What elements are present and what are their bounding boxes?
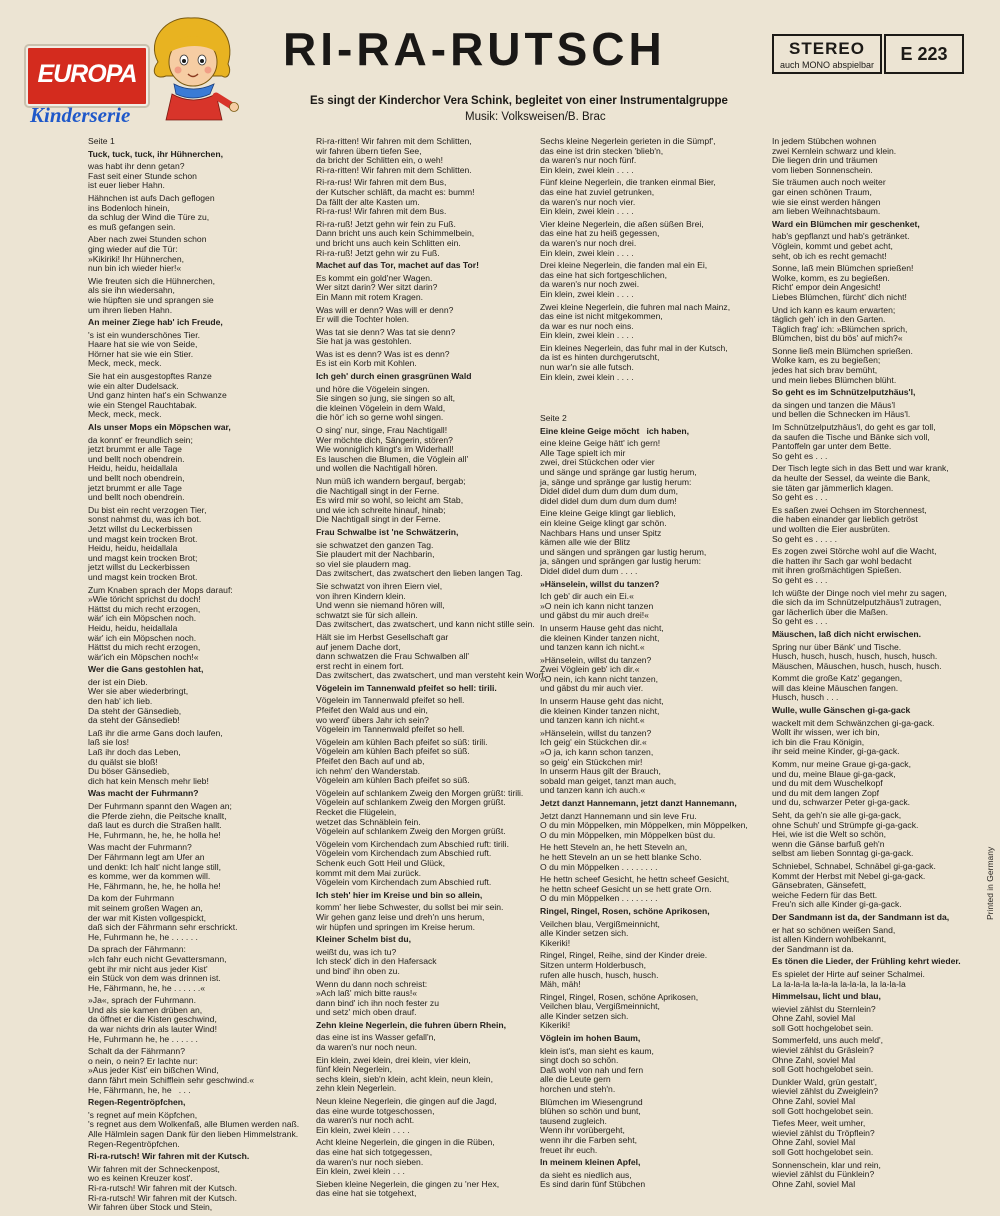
lyric-stanza: Du bist ein recht verzogen Tier, sonst nahmst du, was ich bot. Jetzt willst du Leckerbissen und magst kein trocken Brot. Heidu, heidu, heidallala und magst kein trocken Brot; jetzt willst du Leckerbissen und magst kein trocken Brot.	[88, 504, 207, 582]
song-first-line: So geht es im Schnützelputzhäus'l,	[772, 387, 916, 398]
lyric-stanza: In jedem Stübchen wohnen zwei Kernlein schwarz und klein. Die liegen drin und träumen vom lieben Sonnenschein.	[772, 136, 897, 175]
lyric-stanza: und höre die Vögelein singen. Sie singen so jung, sie singen so alt, die kleinen Vögelein in dem Wald, die hör' ich so gerne wohl singen.	[316, 383, 456, 423]
lyric-stanza: Vier kleine Negerlein, die aßen süßen Brei, das eine hat zu heiß gegessen, da waren's nur noch drei. Ein klein, zwei klein . . . .	[540, 218, 704, 258]
lyric-stanza: Sieben kleine Negerlein, die gingen zu 'ner Hex, das eine hat sie totgehext,	[316, 1178, 500, 1199]
lyric-stanza: da konnt' er freundlich sein; jetzt brummt er alle Tage und bellt noch obendrein. Heidu, heidu, heidallala und bellt noch obendrein, jetzt brummt er alle Tage und bellt noch obendrein.	[88, 434, 193, 503]
lyric-stanza: Sechs kleine Negerlein gerieten in die Sümpf', das eine ist drin stecken 'blieb'n, da waren's nur noch fünf. Ein klein, zwei klein . . . .	[540, 136, 716, 175]
lyric-stanza: weißt du, was ich tu? Ich steck' dich in den Hafersack und bind' ihn oben zu.	[316, 946, 437, 976]
lyric-stanza: Der Fuhrmann spannt den Wagen an; die Pferde ziehn, die Peitsche knallt, daß laut es durch die Straßen hallt. He, Fuhrmann, he, he, he holla he!	[88, 801, 232, 840]
song-first-line: Ward ein Blümchen mir geschenket,	[772, 218, 920, 229]
lyric-stanza: Drei kleine Negerlein, die fanden mal ein Ei, das eine hat sich fortgeschlichen, da waren's nur noch zwei. Ein klein, zwei klein . . . .	[540, 260, 708, 299]
lyric-stanza: Vögelein vom Kirchendach zum Abschied ruft: tirili. Vögelein vom Kirchendach zum Abschied ruft. Schenk euch Gott Heil und Glück, kommt mit dem Mai zurück. Vögelein vom Kirchendach zum Abschied ruft.	[316, 838, 509, 888]
lyric-stanza: der ist ein Dieb. Wer sie aber wiederbringt, den hab' ich lieb. Da steht der Gänsedieb, da steht der Gänsedieb!	[88, 676, 189, 726]
lyric-stanza: Es spielet der Hirte auf seiner Schalmei. La la-la-la la-la-la la-la-la, la la-la-la	[772, 968, 925, 989]
lyric-stanza: Es zogen zwei Störche wohl auf die Wacht, die hatten ihr Sach gar wohl bedacht mit ihren großmächtigen Spießen. So geht es . . .	[772, 546, 937, 585]
performer-credit: Es singt der Kinderchor Vera Schink, begleitet von einer Instrumentalgruppe	[310, 95, 728, 107]
lyric-stanza: Zum Knaben sprach der Mops darauf: »Wie töricht sprichst du doch! Hättst du mich recht erzogen, wär' ich ein Möpschen noch. Heidu, heidu, heidallala wär' ich ein Möpschen noch. Hättst du mich recht erzogen, wär'ich ein Möpschen noch!«	[88, 584, 233, 662]
lyric-stanza: Im Schnützelputzhäus'l, do geht es gar toll, da saufen die Tische und Bänke sich voll, Pantoffeln gar unter dem Bette. So geht es . . .	[772, 422, 936, 461]
lyric-stanza: Zwei kleine Negerlein, die fuhren mal nach Mainz, das eine ist nicht mitgekommen, da war es nur noch eins. Ein klein, zwei klein . . . .	[540, 301, 731, 341]
mascot-illustration	[136, 10, 246, 122]
lyric-stanza: Tiefes Meer, weit umher, wieviel zählst du Tröpflein? Ohne Zahl, soviel Mal soll Gott hochgelobet sein.	[772, 1118, 875, 1157]
song-first-line: Vöglein im hohen Baum,	[540, 1033, 641, 1044]
lyric-stanza: Aber nach zwei Stunden schon ging wieder auf die Tür: »Kikiriki! Ihr Hühnerchen, nun bin ich wieder hier!«	[88, 234, 207, 274]
credits	[310, 93, 728, 125]
lyric-stanza: Vögelein im Tannenwald pfeifet so hell. Pfeifet den Wald aus und ein, wo werd' übers Jahr ich sein? Vögelein im Tannenwald pfeifet so hell.	[316, 695, 465, 735]
lyric-stanza: Es saßen zwei Ochsen im Storchennest, die haben einander gar lieblich getröst und wollten die Eier ausbrüten. So geht es . . . . .	[772, 504, 927, 544]
lyric-stanza: Sonne ließ mein Blümchen sprießen. Wolke kam, es zu begießen; jedes hat sich brav bemüht, und mein liebes Blümchen blüht.	[772, 345, 913, 385]
song-first-line: Vögelein im Tannenwald pfeifet so hell: tirili.	[316, 682, 497, 693]
lyric-stanza: Wie freuten sich die Hühnerchen, als sie ihn wiedersahn, wie hüpften sie und sprangen sie um ihren lieben Hahn.	[88, 275, 216, 315]
song-first-line: Jetzt danzt Hannemann, jetzt danzt Hannemann,	[540, 798, 737, 808]
printed-in-note: Printed in Germany	[985, 846, 995, 920]
lyric-stanza: wackelt mit dem Schwänzchen gi-ga-gack. Wollt ihr wissen, wer ich bin, ich bin die Frau Königin, ihr seid meine Kinder, gi-ga-gack.	[772, 717, 935, 757]
lyric-stanza: Da sprach der Fährmann: »Ich fahr euch nicht Gevattersmann, gebt ihr mir nicht aus jeder Kist' ein Stück von dem was drinnen ist. He, Fährmann, he, he . . . . . .«	[88, 944, 227, 993]
lyric-stanza: Neun kleine Negerlein, die gingen auf die Jagd, das eine wurde totgeschossen, da waren's nur noch acht. Ein klein, zwei klein . . . .	[316, 1096, 497, 1135]
stereo-badge	[772, 34, 882, 74]
song-first-line: »Hänselein, willst du tanzen?	[540, 578, 660, 589]
song-first-line: Mäuschen, laß dich nicht erwischen.	[772, 628, 921, 639]
lyrics-column-3	[540, 137, 755, 1193]
lyric-stanza: wieviel zählst du Sternlein? Ohne Zahl, soviel Mal soll Gott hochgelobet sein.	[772, 1003, 876, 1033]
lyric-stanza: Sie schwatzt von ihren Eiern viel, von ihren Kindern klein. Und wenn sie niemand hören will, schwatzt sie für sich allein. Das zwitschert, das zwatschert, und kann nicht stille sein.	[316, 580, 535, 630]
lyric-stanza: Wir fahren mit der Schneckenpost, wo es keinen Kreuzer kost'. Ri-ra-rutsch! Wir fahren mit der Kutsch. Ri-ra-rutsch! Wir fahren mit der Kutsch. Wir fahren über Stock und Stein,	[88, 1163, 237, 1213]
lyric-stanza: Und ich kann es kaum erwarten; täglich geh' ich in den Garten. Täglich frag' ich: »Blümchen sprich, Blümchen, bist du bös' auf mich?«	[772, 304, 908, 344]
song-first-line: Ich geh' durch einen grasgrünen Wald	[316, 371, 472, 382]
lyric-stanza: Vögelein auf schlankem Zweig den Morgen grüßt: tirili. Vögelein auf schlankem Zweig den Morgen grüßt. Recket die Flügelein, wetzet das Schnäblein fein. Vögelein auf schlankem Zweig den Morgen grüßt.	[316, 787, 524, 837]
lyric-stanza: Sonnenschein, klar und rein, wieviel zählst du Fünklein? Ohne Zahl, soviel Mal	[772, 1159, 881, 1189]
lyric-stanza: Es kommt ein gold'ner Wagen. Wer sitzt darin? Wer sitzt darin? Ein Mann mit rotem Kragen.	[316, 272, 438, 302]
lyric-stanza: Sie hat ein ausgestopftes Ranze wie ein alter Dudelsack. Und ganz hinten hat's ein Schwanze wie ein Stengel Rauchtabak. Meck, meck, meck.	[88, 371, 227, 420]
lyric-stanza: Hält sie im Herbst Gesellschaft gar auf jenem Dache dort, dann schwatzen die Frau Schwalben all' erst recht in einem fort. Das zwitschert, das zwatschert, und man versteht kein Wort.	[316, 631, 547, 681]
catalog-number: E 223	[884, 34, 964, 74]
lyric-stanza: Laß ihr die arme Gans doch laufen, laß sie los! Laß ihr doch das Leben, du quälst sie bloß! Du böser Gänsedieb, dich hat kein Mensch mehr lieb!	[88, 727, 223, 786]
lyric-stanza: Kommt die große Katz' gegangen, will das kleine Mäuschen fangen. Husch, husch . . .	[772, 673, 903, 703]
lyrics-column-2	[316, 136, 547, 1202]
lyric-stanza: Blümchen im Wiesengrund blühen so schön und bunt, tausend zugleich. Wenn ihr vorübergeht, wenn ihr die Farben seht, freuet ihr euch.	[540, 1096, 643, 1155]
lyric-stanza: Ringel, Ringel, Rosen, schöne Aprikosen, Veilchen blau, Vergißmeinnicht, alle Kinder setzen sich. Kikeriki!	[540, 991, 699, 1031]
lyric-stanza: was habt ihr denn getan? Fast seit einer Stunde schon ist euer lieber Hahn.	[88, 161, 197, 191]
music-credit: Musik: Volksweisen/B. Brac	[465, 111, 606, 123]
mono-note: auch MONO abspielbar	[779, 60, 875, 70]
song-first-line: Wulle, wulle Gänschen gi-ga-gack	[772, 705, 911, 716]
side-label: Seite 1	[88, 136, 115, 146]
lyric-stanza: Ich wüßte der Dinge noch viel mehr zu sagen, die sich da im Schnützelputzhäus'l zutragen, gar lächerlich über die Maßen. So geht es . . .	[772, 587, 947, 627]
song-first-line: Wer die Gans gestohlen hat,	[88, 664, 204, 675]
lyric-stanza: Ein kleines Negerlein, das fuhr mal in der Kutsch, da ist es hinten durchgerutscht, nun war'n sie alle futsch. Ein klein, zwei klein . . . .	[540, 342, 728, 382]
lyric-stanza: Wenn du dann noch schreist: »Ach laß' mich bitte raus!« dann bind' ich ihn noch fester zu und setz' mich oben drauf.	[316, 978, 439, 1018]
lyric-stanza: Nun müß ich wandern bergauf, bergab; die Nachtigall singt in der Ferne. Es wird mir so wohl, so leicht am Stab, und wie ich schreite hinauf, hinab; Die Nachtigall singt in der Ferne.	[316, 476, 466, 525]
lyric-stanza: Sie träumen auch noch weiter gar einen schönen Traum, wie sie einst werden hängen am lieben Weihnachtsbaum.	[772, 177, 886, 217]
lyric-stanza: Spring nur über Bänk' und Tische. Husch, husch, husch, husch, husch, husch. Mäuschen, Mäuschen, husch, husch, husch.	[772, 641, 942, 671]
song-first-line: Tuck, tuck, tuck, ihr Hühnerchen,	[88, 148, 223, 159]
song-first-line: Als unser Mops ein Möpschen war,	[88, 422, 231, 433]
lyric-stanza: da singen und tanzen die Mäus'l und bellen die Schnecken im Häus'l.	[772, 399, 911, 420]
brand-name: EUROPA	[37, 60, 137, 88]
lyric-stanza: Veilchen blau, Vergißmeinnicht, alle Kinder setzen sich. Kikeriki!	[540, 918, 660, 948]
song-first-line: Was macht der Fuhrmann?	[88, 788, 199, 799]
lyric-stanza: He hett Steveln an, he hett Steveln an, he hett Steveln an un se hett blanke Scho. O du min Möppelken . . . . . . . .	[540, 842, 702, 872]
lyric-stanza: Schalt da der Fährmann? o nein, o nein? Er lachte nur: »Aus jeder Kist' ein bißchen Wind, dann fährt mein Schifflein sehr geschwind.« He, Fährmann, he, he . . .	[88, 1046, 255, 1095]
lyric-stanza: Sonne, laß mein Blümchen sprießen! Wolke, komm, es zu begießen. Richt' empor dein Angesicht! Liebes Blümchen, fürcht' dich nicht!	[772, 263, 914, 302]
song-first-line: Regen-Regentröpfchen,	[88, 1097, 186, 1108]
lyric-stanza: Hähnchen ist aufs Dach geflogen ins Bodenloch hinein, da schlug der Wind die Türe zu, es muß gefangen sein.	[88, 192, 215, 232]
song-first-line: Frau Schwalbe ist 'ne Schwätzerin,	[316, 526, 459, 537]
lyric-stanza: eine kleine Geige hätt' ich gern! Alle Tage spielt ich mir zwei, drei Stückchen oder vier und sänge und spränge gar lustig herum, ja, sänge und spränge gar lustig herum: Didel didel dum dum dum dum dum, didel didel dum dum dum dum dum!	[540, 438, 697, 506]
lyric-stanza: das eine ist ins Wasser gefall'n, da waren's nur noch neun.	[316, 1032, 436, 1053]
stereo-label: STEREO	[789, 39, 865, 58]
europa-badge	[26, 46, 148, 106]
lyric-stanza: Was ist es denn? Was ist es denn? Es ist ein Korb mit Kohlen.	[316, 348, 450, 369]
lyric-stanza: Ri-ra-ritten! Wir fahren mit dem Schlitten, wir fahren übern tiefen See, da bricht der Schlitten ein, o weh! Ri-ra-ritten! Wir fahren mit dem Schlitten.	[316, 136, 472, 175]
lyric-stanza: Da kom der Fuhrmann mit seinem großen Wagen an, der war mit Kisten vollgespickt, daß sich der Fährmann sehr erschrickt. He, Fuhrmann he, he . . . . . .	[88, 893, 238, 942]
lyric-stanza: In unserm Hause geht das nicht, die kleinen Kinder tanzen nicht, und tanzen kann ich nicht.«	[540, 696, 664, 726]
lyric-stanza: sie schwatzet den ganzen Tag. Sie plaudert mit der Nachbarin, so viel sie plaudern mag. Das zwitschert, das zwatschert den lieben langen Tag.	[316, 539, 523, 579]
lyric-stanza: In unserm Hause geht das nicht, die kleinen Kinder tanzen nicht, und tanzen kann ich nicht.«	[540, 622, 664, 653]
lyric-stanza: Komm, nur meine Graue gi-ga-gack, und du, meine Blaue gi-ga-gack, und du mit dem Wuschelkopf und du mit dem langen Zopf und du, schwarzer Peter gi-ga-gack.	[772, 759, 911, 808]
lyric-stanza: Ich geb' dir auch ein Ei.« »O nein ich kann nicht tanzen und gäbst du mir auch drei!«	[540, 591, 654, 621]
brand-series: Kinderserie	[30, 103, 131, 127]
lyric-stanza: Ringel, Ringel, Reihe, sind der Kinder dreie. Sitzen unterm Holderbusch, rufen alle husch, husch, husch. Mäh, mäh!	[540, 950, 708, 990]
lyric-stanza: 's ist ein wunderschönes Tier. Haare hat sie wie von Seide, Hörner hat sie wie ein Stier. Meck, meck, meck.	[88, 329, 200, 369]
lyric-stanza: »Ja«, sprach der Fuhrmann. Und als sie kamen drüben an, da öffnet er die Kisten geschwind, da war nichts drin als lauter Wind! He, Fuhrmann he, he . . . . . .	[88, 995, 217, 1044]
lyric-stanza: da sieht es niedlich aus, Es sind darin fünf Stübchen	[540, 1169, 646, 1190]
lyric-stanza: Ri-ra-rus! Wir fahren mit dem Bus, der Kutscher schläft, da macht es: bumm! Da fällt der alte Kasten um. Ri-ra-rus! Wir fahren mit dem Bus.	[316, 177, 475, 217]
lyric-stanza: 's regnet auf mein Köpfchen, 's regnet aus dem Wolkenfaß, alle Blumen werden naß. Alle Hälmlein sagen Dank für den lieben Himmelstrank. Regen-Regentröpfchen.	[88, 1109, 300, 1149]
song-first-line: Zehn kleine Negerlein, die fuhren übern Rhein,	[316, 1019, 507, 1030]
song-first-line: Eine kleine Geige möcht ich haben,	[540, 425, 689, 436]
lyric-stanza: Was will er denn? Was will er denn? Er will die Tochter holen.	[316, 304, 454, 325]
song-first-line: Es tönen die Lieder, der Frühling kehrt wieder.	[772, 956, 961, 967]
lyric-stanza: Sommerfeld, uns auch meld', wieviel zählst du Gräslein? Ohne Zahl, soviel Mal soll Gott hochgelobet sein.	[772, 1035, 884, 1075]
lyric-stanza: Eine kleine Geige klingt gar lieblich, ein kleine Geige klingt gar schön. Nachbars Hans und unser Spitz kämen alle wie der Blitz und sängen und sprängen gar lustig herum, ja, sängen und sprängen gar lustig herum: Didel didel dum dum . . . .	[540, 508, 707, 576]
lyric-stanza: hab's gepflanzt und hab's getränket. Vöglein, kommt und gebet acht, seht, ob ich es recht gemacht!	[772, 231, 910, 261]
lyric-stanza: Jetzt danzt Hannemann und sin leve Fru. O du min Möppelken, min Möppelken, min Möppelken, O du min Möppelken, min Möppelken büst du.	[540, 810, 748, 840]
song-first-line: Ich steh' hier im Kreise und bin so allein,	[316, 889, 483, 900]
lyrics-column-1	[88, 136, 300, 1216]
lyric-stanza: Der Tisch legte sich in das Bett und war krank, da heulte der Sessel, da weinte die Bank, sie täten gar jämmerlich klagen. So geht es . . .	[772, 463, 949, 503]
lyric-stanza: »Hänselein, willst du tanzen? Ich geig' ein Stückchen dir.« »O ja, ich kann schon tanzen, so geig' ein Stückchen mir! In unserm Haus gilt der Brauch, sobald man geiget, tanzt man auch, und tanzen kann ich auch.«	[540, 727, 677, 796]
lyrics-column-4	[772, 137, 972, 1192]
song-first-line: Himmelsau, licht und blau,	[772, 991, 881, 1002]
europa-kinderserie-logo	[8, 10, 248, 127]
lyric-stanza: Fünf kleine Negerlein, die tranken einmal Bier, das eine hat zuviel getrunken, da waren's nur noch vier. Ein klein, zwei klein . . . .	[540, 177, 716, 217]
song-first-line: Ri-ra-rutsch! Wir fahren mit der Kutsch.	[88, 1151, 250, 1162]
lyric-stanza: Ein klein, zwei klein, drei klein, vier klein, fünf klein Negerlein, sechs klein, sieb'n klein, acht klein, neun klein, zehn klein Negerlein.	[316, 1054, 493, 1094]
lyric-stanza: Vögelein am kühlen Bach pfeifet so süß: tirili. Vögelein am kühlen Bach pfeifet so süß. Pfeifet den Bach auf und ab, ich nehm' den Wanderstab. Vögelein am kühlen Bach pfeifet so süß.	[316, 736, 488, 786]
lyric-stanza: Seht, da geh'n sie alle gi-ga-gack, ohne Schuh' und Strümpfe gi-ga-gack. Hei, wie ist die Welt so schön, wenn die Gänse barfuß geh'n selbst am lieben Sonntag gi-ga-gack.	[772, 810, 919, 859]
lyric-stanza: Seite 2	[540, 413, 567, 424]
lyric-stanza: He hettn scheef Gesicht, he hettn scheef Gesicht, he hettn scheef Gesicht un se hett grate Orn. O du min Möppelken . . . . . . . .	[540, 874, 730, 904]
lyric-stanza: »Hänselein, willst du tanzen? Zwei Vöglein geb' ich dir.« »O nein, ich kann nicht tanzen, und gäbst du mir auch vier.	[540, 654, 659, 694]
song-first-line: Kleiner Schelm bist du,	[316, 934, 412, 945]
album-title: RI-RA-RUTSCH	[283, 23, 666, 75]
song-first-line: Ringel, Ringel, Rosen, schöne Aprikosen,	[540, 905, 710, 916]
lyric-stanza: Was tat sie denn? Was tat sie denn? Sie hat ja was gestohlen.	[316, 326, 456, 347]
song-first-line: In meinem kleinen Apfel,	[540, 1157, 641, 1168]
lyric-stanza: O sing' nur, singe, Frau Nachtigall! Wer möchte dich, Sängerin, stören? Wie wonniglich klingt's im Widerhall! Es lauschen die Blumen, die Vöglein all' und wollen die Nachtigall hören.	[316, 425, 469, 474]
lyric-stanza: Acht kleine Negerlein, die gingen in die Rüben, das eine hat sich totgegessen, da waren's nur noch sieben. Ein klein, zwei klein . . .	[316, 1137, 495, 1177]
lyric-stanza: Ri-ra-ruß! Jetzt gehn wir fein zu Fuß. Dann bricht uns auch kein Schimmelbein, und bricht uns auch kein Schlitten ein. Ri-ra-ruß! Jetzt gehn wir zu Fuß.	[316, 218, 475, 258]
song-first-line: An meiner Ziege hab' ich Freude,	[88, 317, 223, 328]
song-first-line: Der Sandmann ist da, der Sandmann ist da,	[772, 911, 950, 922]
lyric-stanza: Dunkler Wald, grün gestalt', wieviel zählst du Zweiglein? Ohne Zahl, soviel Mal soll Gott hochgelobet sein.	[772, 1076, 879, 1116]
lyric-stanza: komm' her liebe Schwester, du sollst bei mir sein. Wir gehen ganz leise und dreh'n uns herum, wir hüpfen und springen im Kreise herum.	[316, 902, 504, 932]
lyric-stanza: Schniebel, Schnabel, Schnäbel gi-ga-gack. Kommt der Herbst mit Nebel gi-ga-gack. Gänsebraten, Gänsefett, weiche Federn für das Bett. Freu'n sich alle Kinder gi-ga-gack.	[772, 860, 936, 910]
lyric-stanza: Was macht der Fuhrmann? Der Fährmann legt am Ufer an und denkt: Ich halt' nicht lange still, es komme, wer da kommen will. He, Fährmann, he, he, he holla he!	[88, 842, 222, 891]
lyric-stanza: er hat so schönen weißen Sand, ist allen Kindern wohlbekannt, der Sandmann ist da.	[772, 924, 896, 954]
lyric-stanza: klein ist's, man sieht es kaum, singt doch so schön. Daß wohl von nah und fern alle die Leute gern horchen und steh'n.	[540, 1045, 654, 1095]
song-first-line: Machet auf das Tor, machet auf das Tor!	[316, 260, 479, 271]
